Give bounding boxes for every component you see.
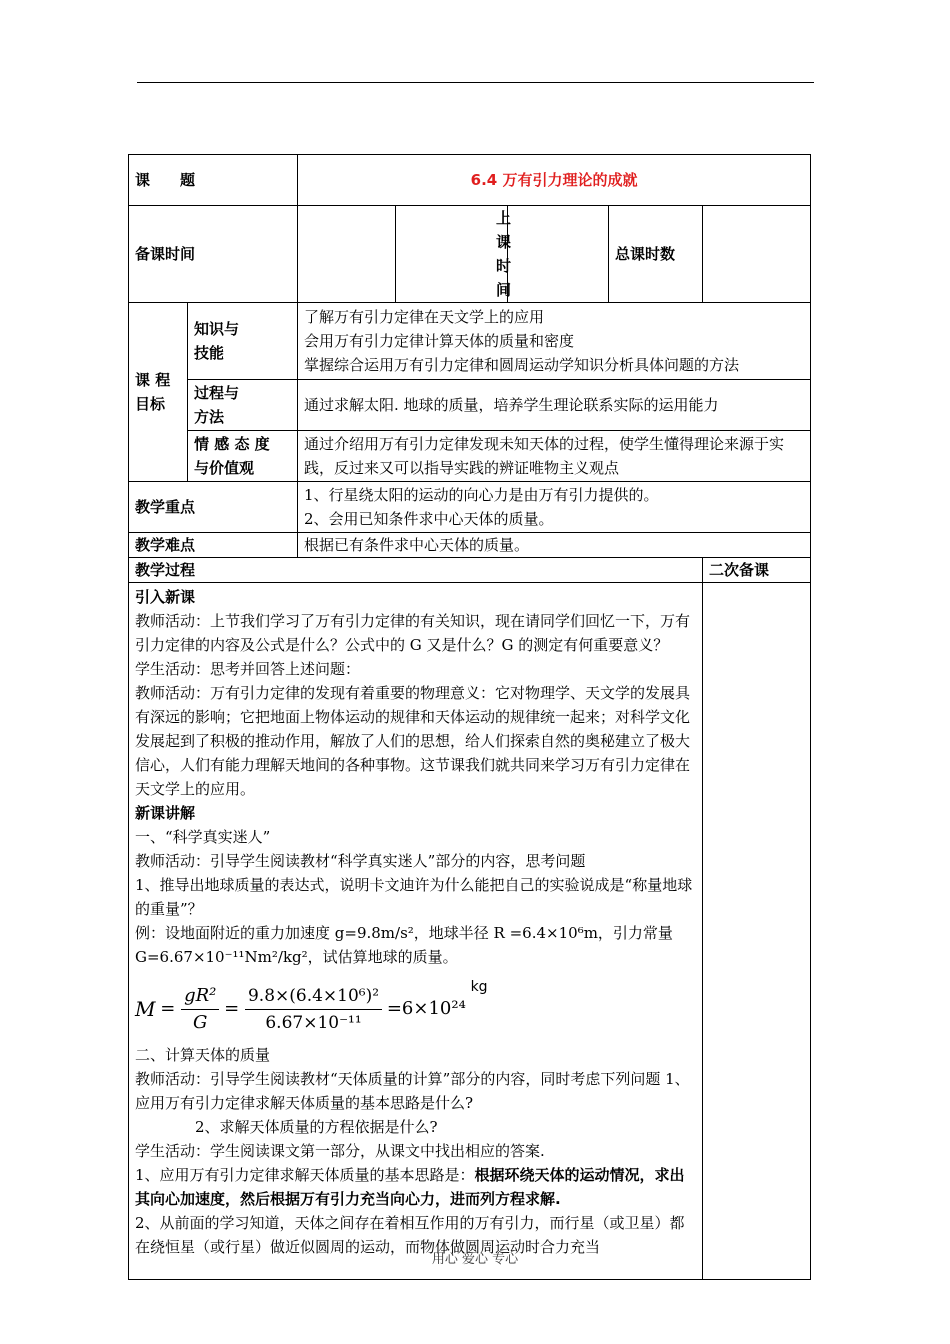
teaching-process-label: 教学过程 bbox=[129, 558, 703, 583]
class-time-value bbox=[508, 206, 609, 303]
goal-knowledge-row bbox=[129, 303, 811, 380]
values-text: 通过介绍用万有引力定律发现未知天体的过程，使学生懂得理论来源于实践，反过来又可以指导实践的辨证唯物主义观点 bbox=[298, 431, 811, 482]
section-paragraph: 1、推导出地球质量的表达式，说明卡文迪许为什么能把自己的实验说成是“称量地球的重量”？ bbox=[135, 876, 693, 918]
page-footer: 用心 爱心 专心 bbox=[431, 1252, 519, 1267]
process-body-row bbox=[129, 583, 811, 1280]
formula-num-1: gR² bbox=[181, 983, 219, 1010]
answer-bold: 根据环绕天体的运动情况，求出其向心加速度，然后根据万有引力充当向心力，进而列方程求解. bbox=[135, 1166, 685, 1208]
earth-mass-formula: M = $\frac{\text{gR²}}{G}$ = $\frac{\text{9.8×(6.4×10⁶)²}}{\text{6.67×10⁻¹¹}}$ =6×10²⁴ kg bbox=[135, 975, 696, 1039]
second-prep-label: 二次备课 bbox=[703, 558, 811, 583]
process-header-row bbox=[129, 558, 811, 583]
prep-time-label: 备课时间 bbox=[129, 206, 298, 303]
method-text: 通过求解太阳. 地球的质量，培养学生理论联系实际的运用能力 bbox=[298, 380, 811, 431]
goal-process-row bbox=[129, 380, 811, 431]
key-point-item: 2、会用已知条件求中心天体的质量。 bbox=[304, 510, 554, 528]
subject-label: 课 题 bbox=[129, 155, 298, 206]
prep-time-value bbox=[298, 206, 396, 303]
section-paragraph: 学生活动：学生阅读课文第一部分，从课文中找出相应的答案. bbox=[135, 1142, 545, 1160]
difficult-points-row bbox=[129, 533, 811, 558]
formula-num-2: 9.8×(6.4×10⁶)² bbox=[245, 983, 382, 1010]
formula-den-2: 6.67×10⁻¹¹ bbox=[265, 1012, 362, 1033]
section-title: 二、计算天体的质量 bbox=[135, 1046, 271, 1064]
section-paragraph: 教师活动：引导学生阅读教材“天体质量的计算”部分的内容，同时考虑下列问题 1、应用万有引力定律求解天体质量的基本思路是什么? bbox=[135, 1070, 690, 1112]
answer-prefix: 1、应用万有引力定律求解天体质量的基本思路是： bbox=[135, 1166, 475, 1184]
formula-result: =6×10²⁴ bbox=[386, 998, 466, 1019]
section-paragraph: 2、求解天体质量的方程依据是什么? bbox=[195, 1118, 438, 1136]
formula-fraction-1 bbox=[181, 983, 219, 1036]
key-points-label: 教学重点 bbox=[129, 482, 298, 533]
values-label: 情 感 态 度 与价值观 bbox=[188, 431, 298, 482]
section-paragraph: 教师活动：引导学生阅读教材“科学真实迷人”部分的内容，思考问题 bbox=[135, 852, 586, 870]
intro-paragraph: 教师活动：上节我们学习了万有引力定律的有关知识，现在请同学们回忆一下，万有引力定律的内容及公式是什么？公式中的 G 又是什么？G 的测定有何重要意义？ 学生活动：思考并回答上述问题： bbox=[135, 612, 691, 678]
formula-fraction-2 bbox=[245, 983, 382, 1036]
section-title: 一、“科学真实迷人” bbox=[135, 828, 271, 846]
new-lesson-heading: 新课讲解 bbox=[135, 804, 196, 822]
answer-paragraph bbox=[135, 1163, 696, 1211]
teaching-process-content bbox=[129, 583, 703, 1280]
second-prep-content bbox=[703, 583, 811, 1280]
time-row bbox=[129, 206, 811, 303]
example-line: G=6.67×10⁻¹¹Nm²/kg²，试估算地球的质量。 bbox=[135, 948, 458, 966]
knowledge-text bbox=[298, 303, 811, 380]
formula-lhs: M bbox=[135, 997, 156, 1021]
key-points-row bbox=[129, 482, 811, 533]
class-time-label: 上课时间 bbox=[396, 206, 508, 303]
key-point-item: 1、行星绕太阳的运动的向心力是由万有引力提供的。 bbox=[304, 486, 659, 504]
intro-paragraph: 教师活动：万有引力定律的发现有着重要的物理意义：它对物理学、天文学的发展具有深远的影响；它把地面上物体运动的规律和天体运动的规律统一起来；对科学文化发展起到了积极的推动作用，解放了人们的思想，给人们探索自然的奥秘建立了极大信心，人们有能力理解天地间的各种事物。这节课我们就共同来学习万有引力定律在天文学上的应用。 bbox=[135, 684, 691, 798]
difficult-points-text: 根据已有条件求中心天体的质量。 bbox=[298, 533, 811, 558]
total-hours-value bbox=[703, 206, 811, 303]
knowledge-label: 知识与 技能 bbox=[188, 303, 298, 380]
answer-paragraph: 2、从前面的学习知道，天体之间存在着相互作用的万有引力，而行星（或卫星）都在绕恒星（或行星）做近似圆周的运动，而物体做圆周运动时合力充当 bbox=[135, 1214, 685, 1256]
intro-heading: 引入新课 bbox=[135, 588, 196, 606]
lesson-title: 6.4 万有引力理论的成就 bbox=[298, 155, 811, 206]
header-rule bbox=[137, 82, 814, 83]
total-hours-label: 总课时数 bbox=[609, 206, 703, 303]
formula-den-1: G bbox=[193, 1011, 208, 1033]
method-label: 过程与 方法 bbox=[188, 380, 298, 431]
key-points-text bbox=[298, 482, 811, 533]
example-line: 例：设地面附近的重力加速度 g=9.8m/s²，地球半径 R =6.4×10⁶m，引力常量 bbox=[135, 924, 673, 942]
knowledge-line: 了解万有引力定律在天文学上的应用 bbox=[304, 308, 545, 326]
knowledge-line: 会用万有引力定律计算天体的质量和密度 bbox=[304, 332, 575, 350]
course-goals-label: 课 程 目标 bbox=[129, 303, 188, 482]
knowledge-line: 掌握综合运用万有引力定律和圆周运动学知识分析具体问题的方法 bbox=[304, 356, 740, 374]
difficult-points-label: 教学难点 bbox=[129, 533, 298, 558]
formula-unit: kg bbox=[470, 979, 488, 995]
lesson-plan-table bbox=[128, 154, 811, 1280]
title-row bbox=[129, 155, 811, 206]
goal-emotion-row bbox=[129, 431, 811, 482]
